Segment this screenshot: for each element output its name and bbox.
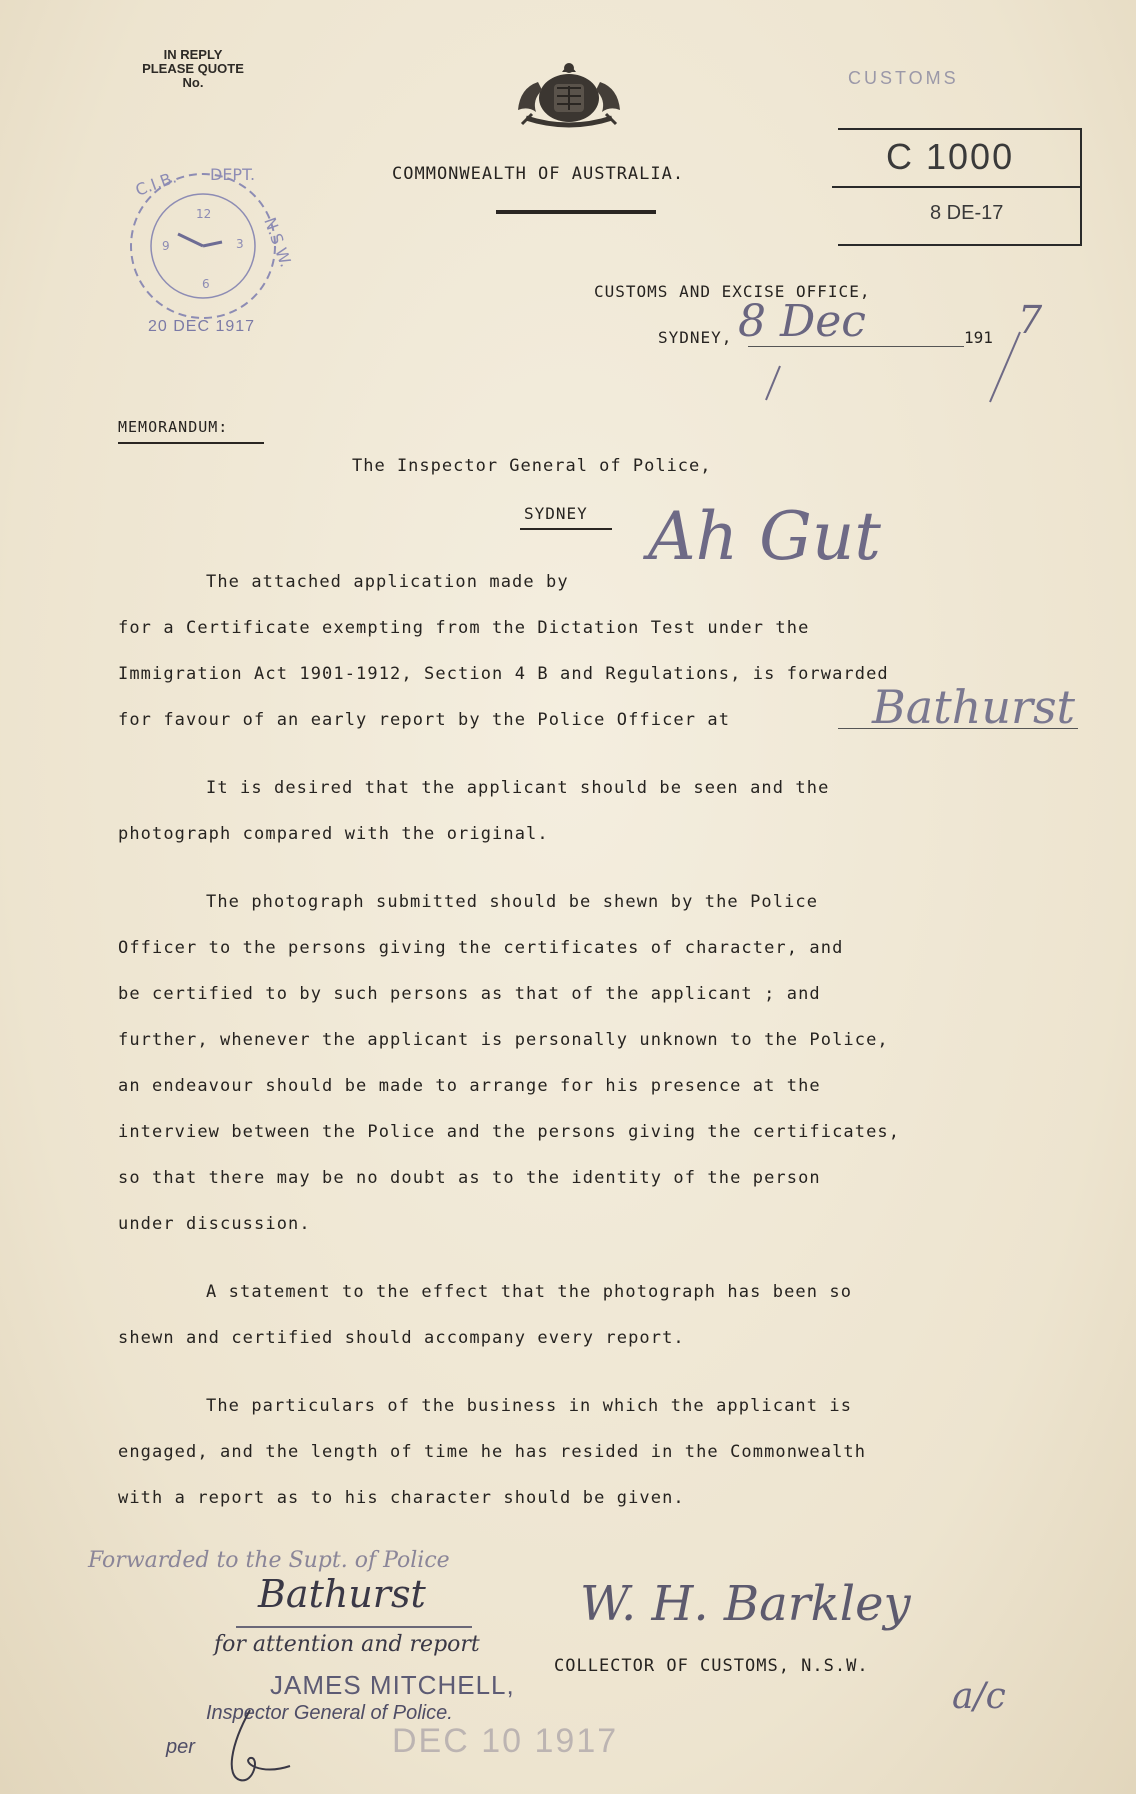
year-prefix: 191: [964, 328, 993, 347]
commonwealth-heading: COMMONWEALTH OF AUSTRALIA.: [392, 164, 685, 184]
addressee-city: SYDNEY: [524, 504, 588, 523]
handwritten-police-station: Bathurst: [872, 680, 1076, 734]
police-stamp-date: 20 DEC 1917: [148, 318, 256, 335]
paragraph-3-line-1: The photograph submitted should be shewn by the Police: [206, 892, 819, 912]
collector-signature: W. H. Barkley: [580, 1576, 911, 1632]
per-signature-scrawl: [220, 1706, 310, 1786]
paragraph-5-line-1: The particulars of the business in which the applicant is: [206, 1396, 853, 1416]
heading-rule: [496, 210, 656, 214]
customs-number-stamp: [838, 128, 1082, 246]
reply-quote-block: [118, 48, 268, 90]
reply-line-1: IN REPLY: [163, 47, 223, 62]
stamp-divider: [832, 186, 1080, 188]
paragraph-3-line-4: further, whenever the applicant is personally unknown to the Police,: [118, 1030, 889, 1050]
memorandum-label: MEMORANDUM:: [118, 418, 229, 436]
paragraph-3-line-7: so that there may be no doubt as to the identity of the person: [118, 1168, 821, 1188]
memorandum-rule: [118, 442, 264, 444]
office-name: CUSTOMS AND EXCISE OFFICE,: [594, 282, 871, 301]
svg-text:6: 6: [202, 277, 210, 291]
svg-text:N.S.W.: N.S.W.: [260, 214, 296, 270]
handwritten-initials: a/c: [952, 1676, 1006, 1717]
customs-reference-number: C 1000: [886, 136, 1015, 177]
customs-faint-stamp: CUSTOMS: [848, 68, 959, 88]
coat-of-arms-icon: [502, 58, 636, 128]
police-received-stamp: [118, 158, 298, 328]
paragraph-3-line-3: be certified to by such persons as that of the applicant ; and: [118, 984, 821, 1004]
paragraph-3-line-8: under discussion.: [118, 1214, 311, 1234]
paragraph-1-line-2: for a Certificate exempting from the Dictation Test under the: [118, 618, 810, 638]
paragraph-1-line-4: for favour of an early report by the Police Officer at: [118, 710, 731, 730]
paragraph-3-line-2: Officer to the persons giving the certificates of character, and: [118, 938, 844, 958]
paragraph-3-line-5: an endeavour should be made to arrange for his presence at the: [118, 1076, 821, 1096]
inspector-name-stamp: JAMES MITCHELL,: [270, 1670, 515, 1700]
received-date-stamp: DEC 10 1917: [392, 1722, 619, 1760]
svg-text:DEPT.: DEPT.: [210, 165, 256, 184]
reply-line-3: No.: [182, 75, 204, 90]
paragraph-3-line-6: interview between the Police and the persons giving the certificates,: [118, 1122, 901, 1142]
paragraph-1-line-3: Immigration Act 1901-1912, Section 4 B and Regulations, is forwarded: [118, 664, 889, 684]
addressee-city-rule: [520, 528, 612, 530]
svg-text:3: 3: [236, 237, 244, 251]
svg-text:C.I.B.: C.I.B.: [132, 167, 179, 200]
paragraph-2-line-2: photograph compared with the original.: [118, 824, 549, 844]
handwritten-attention-note: for attention and report: [214, 1632, 480, 1657]
handwritten-forwarding-note: Forwarded to the Supt. of Police: [88, 1548, 450, 1573]
paragraph-1-line-1: The attached application made by: [206, 572, 569, 592]
inspector-title-stamp: Inspector General of Police.: [206, 1702, 453, 1724]
handwritten-applicant-name: Ah Gut: [648, 498, 881, 575]
paragraph-4-line-2: shewn and certified should accompany every report.: [118, 1328, 685, 1348]
paragraph-2-line-1: It is desired that the applicant should be seen and the: [206, 778, 830, 798]
reply-line-2: PLEASE QUOTE: [142, 61, 244, 76]
svg-text:9: 9: [162, 239, 170, 253]
paragraph-4-line-1: A statement to the effect that the photograph has been so: [206, 1282, 853, 1302]
handwritten-date: 8 Dec: [738, 296, 866, 347]
svg-text:12: 12: [196, 207, 212, 221]
paragraph-5-line-3: with a report as to his character should be given.: [118, 1488, 685, 1508]
endorsement-rule: [236, 1626, 472, 1628]
addressee-line: The Inspector General of Police,: [352, 456, 712, 476]
pencil-slash-marks: [740, 330, 1040, 410]
collector-title: COLLECTOR OF CUSTOMS, N.S.W.: [554, 1656, 869, 1676]
customs-stamp-date: 8 DE-17: [930, 202, 1004, 224]
paragraph-5-line-2: engaged, and the length of time he has resided in the Commonwealth: [118, 1442, 867, 1462]
handwritten-year-digit: 7: [1018, 298, 1043, 342]
office-city: SYDNEY,: [658, 328, 733, 347]
handwritten-bathurst-endorsement: Bathurst: [258, 1572, 426, 1616]
per-label: per: [166, 1736, 195, 1758]
